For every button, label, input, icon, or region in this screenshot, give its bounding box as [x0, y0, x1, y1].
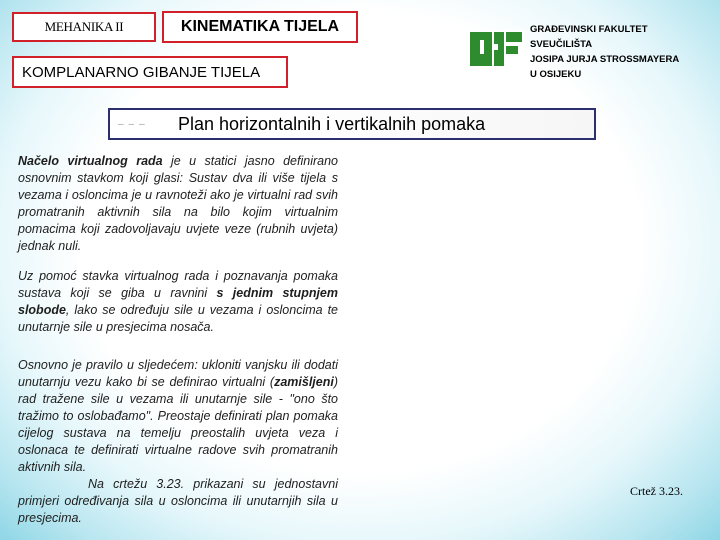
course-title: MEHANIKA II	[44, 19, 124, 34]
decorative-dashes: ‒‒‒	[118, 118, 150, 130]
paragraph-text: ) rad tražene sile u vezama ili unutarnje sile - "ono što tražimo to oslobađamo". Preostaje definirati plan pomaka cijelog sustava na temelju preostalih uvjeta veza i oslonaca te definirati virtualne radove svih promatranih aktivnih sila.	[18, 375, 338, 474]
paragraph-basic-rule	[18, 357, 338, 527]
bold-phrase: s jednim stupnjem slobode	[18, 286, 338, 317]
faculty-logo	[468, 30, 524, 68]
bold-phrase: zamišljeni	[274, 375, 334, 389]
subsection-title-box	[12, 56, 288, 88]
paragraph-text: Osnovno je pravilo u sljedećem: ukloniti vanjsku ili dodati unutarnju vezu kako bi se definirao virtualni (	[18, 358, 338, 389]
paragraph-virtual-work	[18, 153, 338, 255]
slide-title: Plan horizontalnih i vertikalnih pomaka	[178, 113, 486, 134]
paragraph-text: Na crtežu 3.23. prikazani su jednostavni primjeri određivanja sila u osloncima ili unutarnjih sila u presjecima.	[18, 477, 338, 525]
paragraph-text: je u statici jasno definirano osnovnim stavkom koji glasi: Sustav dva ili više tijela s vezama i osloncima je u ravnoteži ako je virtualni rad svih promatranih aktivnih sila na bilo kojim virtualnim pomacima koji zadovoljavaju uvjete veze (rubnih uvjeta) jednak nuli.	[18, 154, 338, 253]
faculty-line: SVEUČILIŠTA	[530, 39, 593, 50]
faculty-line: JOSIPA JURJA STROSSMAYERA	[530, 54, 680, 65]
paragraph-text: Uz pomoć stavka virtualnog rada i poznavanja pomaka sustava koji se giba u ravnini	[18, 269, 338, 300]
paragraph-text: , lako se određuju sile u vezama i osloncima te unutarnje sile u presjecima nosača.	[18, 303, 338, 334]
faculty-line: U OSIJEKU	[530, 69, 582, 80]
section-title-box	[162, 11, 358, 43]
subsection-title: KOMPLANARNO GIBANJE TIJELA	[22, 63, 261, 81]
course-title-box	[12, 12, 156, 42]
section-title: KINEMATIKA TIJELA	[180, 18, 340, 35]
slide-title-box	[108, 108, 596, 140]
figure-caption: Crtež 3.23.	[630, 484, 683, 498]
faculty-name	[530, 22, 714, 82]
faculty-line: GRAĐEVINSKI FAKULTET	[530, 24, 648, 35]
paragraph-degree-of-freedom	[18, 268, 338, 336]
bold-lead: Načelo virtualnog rada	[18, 154, 163, 168]
